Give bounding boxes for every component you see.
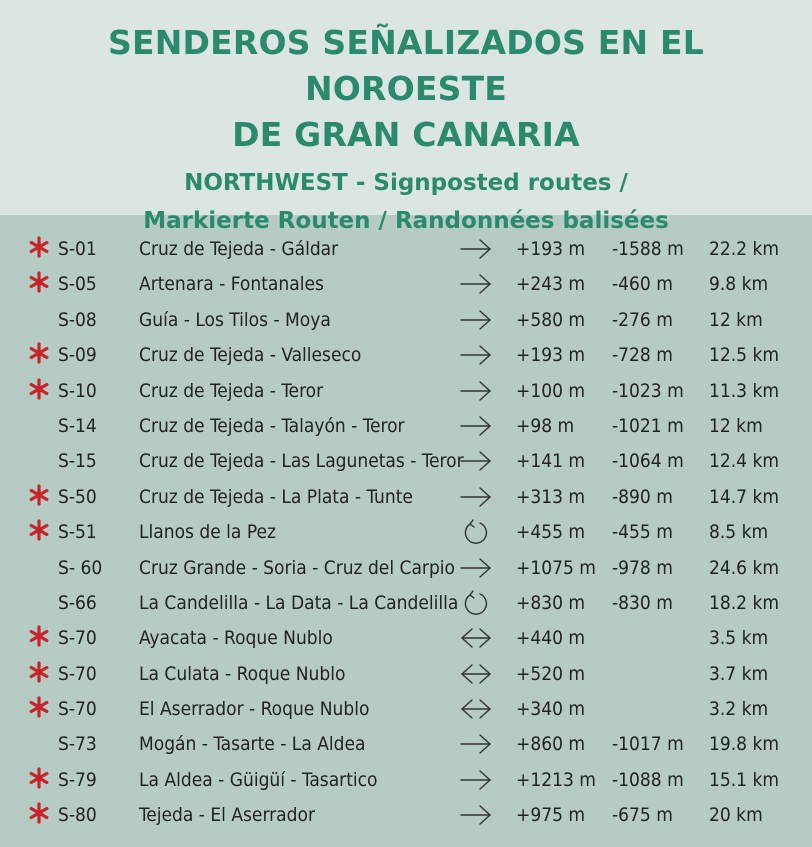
route-code: S-01 [58, 238, 97, 260]
table-row [0, 232, 812, 267]
ascent-value: +830 m [516, 591, 586, 614]
route-name: Ayacata - Roque Nublo [139, 627, 333, 650]
ascent-value: +243 m [516, 273, 586, 296]
table-row [0, 444, 812, 479]
ascent-value: +193 m [516, 238, 586, 260]
right-arrow-icon [459, 307, 493, 333]
distance-value: 12 km [709, 308, 763, 331]
asterisk-icon [28, 484, 50, 506]
right-arrow-icon [459, 731, 493, 757]
route-code: S-09 [58, 344, 97, 367]
table-row [0, 374, 812, 409]
route-code: S-14 [58, 414, 97, 437]
right-arrow-icon [459, 236, 493, 262]
distance-value: 22.2 km [709, 238, 780, 260]
subtitle-line-2: Markierte Routen / Randonnées balisées [143, 208, 669, 234]
asterisk-icon [28, 342, 50, 364]
asterisk-icon [28, 696, 50, 718]
ascent-value: +975 m [516, 804, 586, 827]
double-arrow-icon [459, 696, 493, 722]
title-line-2: DE GRAN CANARIA [232, 115, 580, 154]
table-row [0, 621, 812, 656]
descent-value: -978 m [612, 556, 673, 579]
ascent-value: +440 m [516, 627, 586, 650]
route-name: Tejeda - El Aserrador [139, 804, 315, 827]
route-name: Cruz de Tejeda - Teror [139, 379, 324, 402]
ascent-value: +100 m [516, 379, 586, 402]
right-arrow-icon [459, 448, 493, 474]
descent-value: -1088 m [612, 768, 684, 791]
ascent-value: +1213 m [516, 768, 596, 791]
right-arrow-icon [459, 484, 493, 510]
table-row [0, 798, 812, 833]
table-row [0, 586, 812, 621]
distance-value: 12 km [709, 414, 763, 437]
table-row [0, 763, 812, 798]
asterisk-icon [28, 661, 50, 683]
ascent-value: +340 m [516, 698, 586, 721]
route-code: S-10 [58, 379, 97, 402]
table-row [0, 692, 812, 727]
descent-value: -1021 m [612, 414, 684, 437]
ascent-value: +98 m [516, 414, 575, 437]
ascent-value: +1075 m [516, 556, 596, 579]
route-name: Artenara - Fontanales [139, 273, 324, 296]
route-code: S-05 [58, 273, 97, 296]
table-row [0, 409, 812, 444]
double-arrow-icon [459, 625, 493, 651]
page-title [6, 20, 806, 158]
route-code: S-66 [58, 591, 97, 614]
right-arrow-icon [459, 555, 493, 581]
descent-value: -728 m [612, 344, 673, 367]
double-arrow-icon [459, 661, 493, 687]
asterisk-icon [28, 236, 50, 258]
right-arrow-icon [459, 271, 493, 297]
route-name: Llanos de la Pez [139, 521, 276, 544]
ascent-value: +455 m [516, 521, 586, 544]
route-code: S-50 [58, 485, 97, 508]
descent-value: -1023 m [612, 379, 684, 402]
ascent-value: +860 m [516, 733, 586, 756]
title-line-1: SENDEROS SEÑALIZADOS EN EL NOROESTE [108, 23, 704, 108]
route-code: S-70 [58, 662, 97, 685]
route-name: Cruz de Tejeda - Valleseco [139, 344, 362, 367]
right-arrow-icon [459, 413, 493, 439]
routes-table [0, 215, 812, 834]
subtitle-line-1: NORTHWEST - Signposted routes / [184, 170, 628, 196]
ascent-value: +193 m [516, 344, 586, 367]
descent-value: -1064 m [612, 450, 684, 473]
ascent-value: +313 m [516, 485, 586, 508]
distance-value: 3.5 km [709, 627, 769, 650]
distance-value: 9.8 km [709, 273, 769, 296]
distance-value: 19.8 km [709, 733, 780, 756]
table-row [0, 551, 812, 586]
distance-value: 14.7 km [709, 485, 780, 508]
distance-value: 3.2 km [709, 698, 769, 721]
route-code: S-51 [58, 521, 97, 544]
distance-value: 8.5 km [709, 521, 769, 544]
asterisk-icon [28, 625, 50, 647]
distance-value: 3.7 km [709, 662, 769, 685]
route-name: La Candelilla - La Data - La Candelilla [139, 591, 459, 614]
route-code: S-80 [58, 804, 97, 827]
route-code: S- 60 [58, 556, 103, 579]
route-code: S-08 [58, 308, 97, 331]
asterisk-icon [28, 519, 50, 541]
circular-arrow-icon [459, 519, 493, 545]
table-row [0, 303, 812, 338]
route-code: S-73 [58, 733, 97, 756]
route-name: Cruz de Tejeda - Talayón - Teror [139, 414, 405, 437]
page-header [0, 0, 812, 234]
descent-value: -1588 m [612, 238, 684, 260]
route-name: El Aserrador - Roque Nublo [139, 698, 370, 721]
descent-value: -675 m [612, 804, 673, 827]
ascent-value: +580 m [516, 308, 586, 331]
asterisk-icon [28, 378, 50, 400]
descent-value: -1017 m [612, 733, 684, 756]
right-arrow-icon [459, 767, 493, 793]
table-row [0, 338, 812, 373]
distance-value: 24.6 km [709, 556, 780, 579]
table-row [0, 657, 812, 692]
descent-value: -276 m [612, 308, 673, 331]
descent-value: -455 m [612, 521, 673, 544]
route-name: Cruz Grande - Soria - Cruz del Carpio [139, 556, 456, 579]
route-code: S-70 [58, 698, 97, 721]
distance-value: 12.5 km [709, 344, 780, 367]
right-arrow-icon [459, 342, 493, 368]
distance-value: 15.1 km [709, 768, 780, 791]
route-code: S-15 [58, 450, 97, 473]
route-code: S-79 [58, 768, 97, 791]
route-code: S-70 [58, 627, 97, 650]
table-row [0, 515, 812, 550]
circular-arrow-icon [459, 590, 493, 616]
route-name: Cruz de Tejeda - Gáldar [139, 238, 339, 260]
distance-value: 11.3 km [709, 379, 780, 402]
asterisk-icon [28, 802, 50, 824]
route-name: Mogán - Tasarte - La Aldea [139, 733, 366, 756]
descent-value: -890 m [612, 485, 673, 508]
distance-value: 20 km [709, 804, 763, 827]
right-arrow-icon [459, 378, 493, 404]
route-name: La Aldea - Güigüí - Tasartico [139, 768, 378, 791]
table-row [0, 727, 812, 762]
distance-value: 18.2 km [709, 591, 780, 614]
asterisk-icon [28, 767, 50, 789]
route-name: Cruz de Tejeda - La Plata - Tunte [139, 485, 413, 508]
table-row [0, 480, 812, 515]
descent-value: -830 m [612, 591, 673, 614]
right-arrow-icon [459, 802, 493, 828]
table-row [0, 267, 812, 302]
ascent-value: +141 m [516, 450, 586, 473]
route-name: Guía - Los Tilos - Moya [139, 308, 331, 331]
ascent-value: +520 m [516, 662, 586, 685]
descent-value: -460 m [612, 273, 673, 296]
asterisk-icon [28, 271, 50, 293]
distance-value: 12.4 km [709, 450, 780, 473]
route-name: Cruz de Tejeda - Las Lagunetas - Teror [139, 450, 464, 473]
route-name: La Culata - Roque Nublo [139, 662, 346, 685]
